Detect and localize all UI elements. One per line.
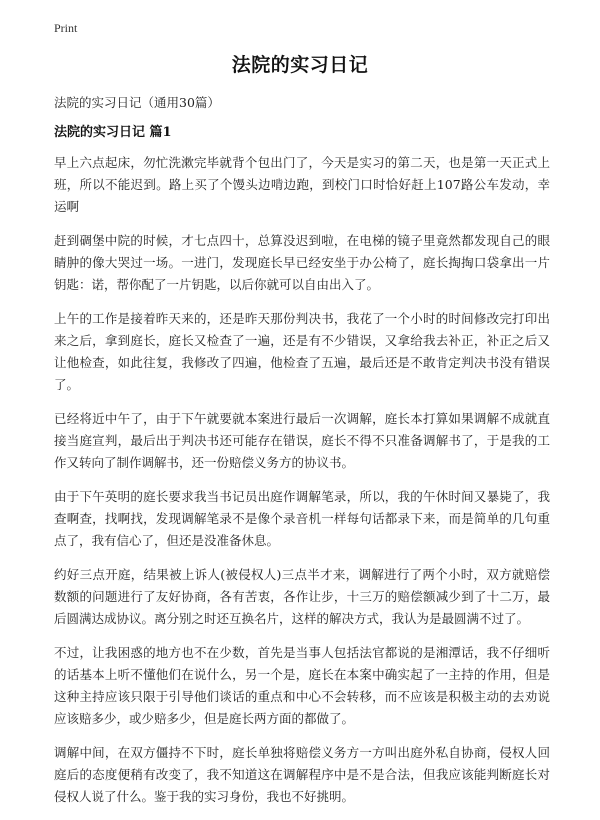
document-subtitle: 法院的实习日记（通用30篇） bbox=[54, 95, 220, 110]
paragraph-8: 调解中间，在双方僵持不下时，庭长单独将赔偿义务方一方叫出庭外私自协商，侵权人回庭后的态度便稍有改变了，我不知道这在调解程序中是不是合法，但我应该能判断庭长对侵权人说了什么。鉴于我的实习身份，我也不好挑明。 bbox=[54, 745, 550, 804]
paragraph-3: 上午的工作是接着昨天来的，还是昨天那份判决书，我花了一个小时的时间修改完打印出来之后，拿到庭长，庭长又检查了一遍，还是有不少错误，又拿给我去补正，补正之后又让他检查，如此往复，我修改了四遍，他检查了五遍，最后还是不敢肯定判决书没有错误了。 bbox=[54, 311, 550, 392]
paragraph-5: 由于下午英明的庭长要求我当书记员出庭作调解笔录，所以，我的午休时间又暴毙了，我查啊查，找啊找，发现调解笔录不是像个录音机一样每句话都录下来，而是简单的几句重点了，我有信心了，但还是没准备休息。 bbox=[54, 489, 550, 548]
paragraph-2: 赶到碉堡中院的时候，才七点四十，总算没迟到啦，在电梯的镜子里竟然都发现自己的眼睛肿的像大哭过一场。一进门，发现庭长早已经安坐于办公椅了，庭长掏掏口袋拿出一片钥匙：诺，帮你配了一片钥匙，以后你就可以自由出入了。 bbox=[54, 233, 550, 292]
page-title: 法院的实习日记 bbox=[231, 54, 369, 76]
paragraph-7: 不过，让我困惑的地方也不在少数，首先是当事人包括法官都说的是湘潭话，我不仔细听的话基本上听不懂他们在说什么，另一个是，庭长在本案中确实起了一主持的作用，但是这种主持应该只限于引导他们谈话的重点和中心不会转移，而不应该是积极主动的去劝说应该赔多少，或少赔多少，但是庭长两方面的都做了。 bbox=[54, 645, 550, 726]
section-heading: 法院的实习日记 篇1 bbox=[54, 125, 172, 140]
paragraph-1: 早上六点起床，勿忙洗漱完毕就背个包出门了，今天是实习的第二天，也是第一天正式上班，所以不能迟到。路上买了个馒头边啃边跑，到校门口时恰好赶上107路公车发动，幸运啊 bbox=[54, 155, 550, 214]
paragraph-6: 约好三点开庭，结果被上诉人(被侵权人)三点半才来，调解进行了两个小时，双方就赔偿数额的问题进行了友好协商，各有苦衷，各作让步，十三万的赔偿额减少到了十二万，最后圆满达成协议。离分别之时还互换名片，这样的解决方式，我认为是最圆满不过了。 bbox=[54, 567, 550, 626]
article-body bbox=[54, 152, 550, 820]
paragraph-4: 已经将近中午了，由于下午就要就本案进行最后一次调解，庭长本打算如果调解不成就直接当庭宣判，最后出于判决书还可能存在错误，庭长不得不只准备调解书了，于是我的工作又转向了制作调解书，还一份赔偿义务方的协议书。 bbox=[54, 411, 550, 470]
print-link[interactable]: Print bbox=[54, 21, 78, 35]
